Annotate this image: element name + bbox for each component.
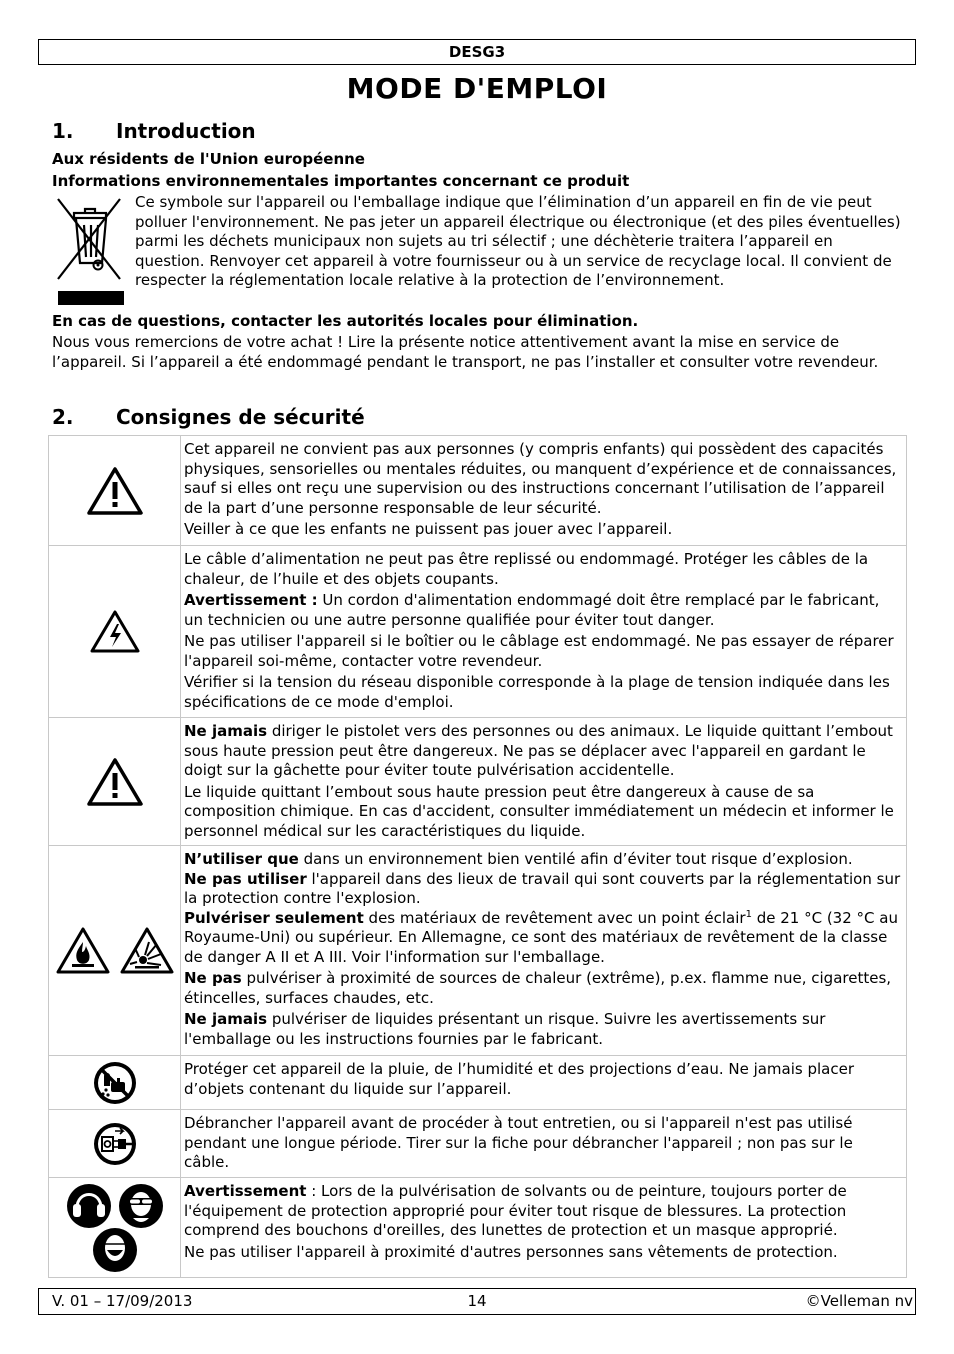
- explosive-icon: [122, 929, 172, 972]
- safety-text: diriger le pistolet vers des personnes ou des animaux. Le liquide quittant l’embout sous haute pression peut être dangereux. Ne pas se déplacer avec l'appareil en gardant le doigt sur la gâchette pour éviter toute pulvérisation accidentelle.: [184, 722, 893, 779]
- section-heading-safety: [52, 404, 365, 430]
- safety-text-cell: [181, 1056, 907, 1110]
- safety-paragraph: [184, 870, 902, 909]
- safety-text: pulvériser à proximité de sources de chaleur (extrême), p.ex. flamme nue, cigarettes, étincelles, surfaces chaudes, etc.: [184, 969, 892, 1007]
- section-number: 1.: [52, 119, 74, 143]
- safety-paragraph: [184, 591, 902, 630]
- safety-icon-cell: [49, 1110, 181, 1178]
- safety-icon-cell: [49, 1056, 181, 1110]
- safety-text-cell: [181, 718, 907, 846]
- safety-paragraph: [184, 850, 902, 870]
- eu-residents-heading: Aux résidents de l'Union européenne: [52, 150, 365, 168]
- safety-text: Un cordon d'alimentation endommagé doit être remplacé par le fabricant, un technicien ou une autre personne qualifiée pour éviter tout danger.: [184, 591, 880, 629]
- thanks-paragraph: Nous vous remercions de votre achat ! Lire la présente notice attentivement avant la mise en service de l’appareil. Si l’appareil a été endommagé pendant le transport, ne pas l’installer et consulter votre revendeur.: [52, 333, 879, 371]
- safety-table: [48, 435, 907, 1278]
- protective-equipment-icons: [65, 1182, 165, 1274]
- safety-row: [49, 436, 907, 546]
- document-footer: [38, 1288, 916, 1315]
- footnote-marker: 1: [745, 908, 752, 920]
- emphasis: Ne jamais: [184, 722, 268, 740]
- warning-label: Avertissement :: [184, 591, 318, 609]
- section-heading-introduction: [52, 118, 256, 144]
- safety-icon-cell: [49, 546, 181, 718]
- safety-text: l'appareil dans des lieux de travail qui sont couverts par la réglementation sur la protection contre l'explosion.: [184, 869, 901, 907]
- safety-text-cell: [181, 436, 907, 546]
- safety-text-cell: [181, 546, 907, 718]
- safety-paragraph: Vérifier si la tension du réseau disponible corresponde à la plage de tension indiquée dans les spécifications de ce mode d'emploi.: [184, 673, 890, 711]
- safety-paragraph: [184, 909, 902, 968]
- safety-paragraph: Le liquide quittant l’embout sous haute pression peut être dangereux à cause de sa composition chimique. En cas d'accident, consulter immédiatement un médecin et informer le personnel médical sur les caractéristiques du liquide.: [184, 782, 894, 840]
- flammable-icon: [58, 929, 108, 972]
- safety-icon-cell: [49, 436, 181, 546]
- emphasis: Ne pas utiliser: [184, 869, 307, 888]
- safety-text-cell: [181, 846, 907, 1056]
- safety-row: [49, 546, 907, 718]
- safety-row: [49, 1178, 907, 1278]
- safety-row: [49, 718, 907, 846]
- document-header: [38, 39, 916, 65]
- safety-paragraph: Veiller à ce que les enfants ne puissent pas jouer avec l’appareil.: [184, 520, 673, 538]
- safety-paragraph: Ne pas utiliser l'appareil à proximité d'autres personnes sans vêtements de protection.: [184, 1242, 838, 1261]
- version-date: V. 01 – 17/09/2013: [52, 1292, 193, 1310]
- safety-paragraph: [184, 1010, 902, 1049]
- ear-protection-icon: [67, 1184, 111, 1228]
- mask-icon: [93, 1228, 137, 1272]
- safety-text-cell: [181, 1178, 907, 1278]
- environment-info-heading: Informations environnementales importantes concernant ce produit: [52, 172, 630, 190]
- section-number: 2.: [52, 405, 74, 429]
- emphasis: N’utiliser que: [184, 850, 299, 868]
- safety-paragraph: Débrancher l'appareil avant de procéder à tout entretien, ou si l'appareil n'est pas utilisé pendant une longue période. Tirer sur la fiche pour débrancher l'appareil ; non pas sur le câble.: [184, 1114, 853, 1171]
- weee-text: Ce symbole sur l'appareil ou l'emballage indique que l’élimination d’un appareil en fin de vie peut polluer l'environnement. Ne pas jeter un appareil électrique ou électronique (et des piles éventuelles) parmi les déchets municipaux non sujets au tri sélectif ; une déchèterie traitera l’appareil en question. Renvoyer cet appareil à votre fournisseur ou à un service de recyclage local. Il convient de respecter la réglementation locale relative à la protection de l’environnement.: [135, 193, 901, 289]
- safety-icon-cell: [49, 718, 181, 846]
- document-title: MODE D'EMPLOI: [346, 72, 608, 105]
- section-title: Introduction: [116, 119, 256, 143]
- emphasis: Ne pas: [184, 969, 242, 987]
- safety-icon-cell: [49, 1178, 181, 1278]
- weee-block: [52, 193, 902, 311]
- eye-protection-icon: [119, 1184, 163, 1228]
- safety-text: : Lors de la pulvérisation de solvants ou de peinture, toujours porter de l'équipement de protection approprié pour éviter tout risque de blessures. La protection comprend des bouchons d'oreilles, des lunettes de protection et un masque approprié.: [184, 1182, 847, 1239]
- emphasis: Ne jamais: [184, 1010, 268, 1028]
- page-number: 14: [467, 1292, 487, 1310]
- safety-paragraph: [184, 1182, 902, 1241]
- emphasis: Pulvériser seulement: [184, 908, 364, 927]
- safety-paragraph: Le câble d’alimentation ne peut pas être replissé ou endommagé. Protéger les câbles de la chaleur, de l’huile et des objets coupants.: [184, 550, 869, 588]
- safety-row: [49, 846, 907, 1056]
- model-name: DESG3: [448, 43, 506, 61]
- safety-text-cell: [181, 1110, 907, 1178]
- safety-text: dans un environnement bien ventilé afin d’éviter tout risque d’explosion.: [298, 850, 853, 868]
- weee-bin-icon: [52, 193, 126, 307]
- safety-icon-cell: [49, 846, 181, 1056]
- safety-text: des matériaux de revêtement avec un point éclair: [363, 908, 746, 927]
- no-water-icon: [92, 1060, 138, 1106]
- safety-paragraph: [184, 969, 902, 1008]
- questions-note: En cas de questions, contacter les autorités locales pour élimination.: [52, 312, 639, 330]
- copyright: ©Velleman nv: [805, 1292, 913, 1310]
- warning-icon: [85, 756, 145, 808]
- safety-text: de 21 °C (32 °C au Royaume-Uni) ou supérieur. En Allemagne, ce sont des matériaux de revêtement de la classe de danger A II et A III. Voir l'information sur l'emballage.: [184, 908, 898, 966]
- safety-text: pulvériser de liquides présentant un risque. Suivre les avertissements sur l'emballage ou les instructions fournies par le fabricant.: [184, 1010, 826, 1048]
- warning-label: Avertissement: [184, 1182, 307, 1200]
- flammable-explosive-icons: [55, 926, 175, 976]
- electric-hazard-icon: [89, 609, 141, 655]
- safety-paragraph: Ne pas utiliser l'appareil si le boîtier ou le câblage est endommagé. Ne pas essayer de réparer l'appareil soi-même, contacter votre revendeur.: [184, 632, 894, 670]
- safety-paragraph: [184, 722, 902, 781]
- unplug-icon: [92, 1121, 138, 1167]
- safety-row: [49, 1110, 907, 1178]
- safety-paragraph: Protéger cet appareil de la pluie, de l’humidité et des projections d’eau. Ne jamais placer d’objets contenant du liquide sur l’appareil.: [184, 1060, 855, 1098]
- safety-row: [49, 1056, 907, 1110]
- safety-paragraph: Cet appareil ne convient pas aux personnes (y compris enfants) qui possèdent des capacités physiques, sensorielles ou mentales réduites, ou manquent d’expérience et de connaissances, sauf si elles ont reçu une supervision ou des instructions concernant l’utilisation de l’appareil de la part d’une personne responsable de leur sécurité.: [184, 440, 897, 517]
- warning-icon: [85, 465, 145, 517]
- section-title: Consignes de sécurité: [116, 405, 365, 429]
